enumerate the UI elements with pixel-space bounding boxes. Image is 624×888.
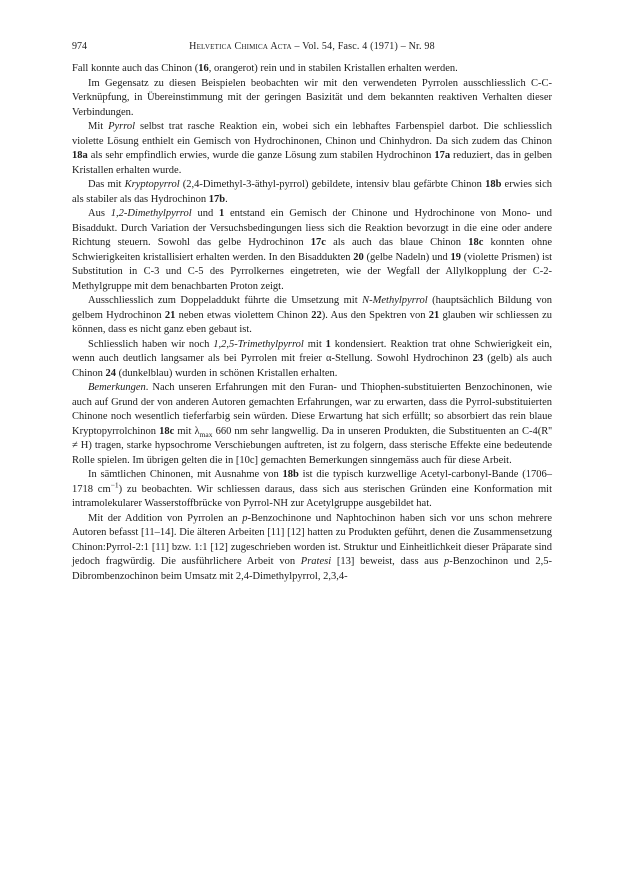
text-run: Schliesslich haben wir noch	[88, 338, 214, 350]
body-text	[72, 62, 552, 584]
text-run: In sämtlichen Chinonen, mit Ausnahme von	[88, 469, 283, 480]
page-number: 974	[72, 41, 87, 52]
compound-number: 21	[164, 309, 176, 321]
compound-number: 21	[428, 309, 440, 321]
italic-text: 1,2,5-Trimethylpyrrol	[213, 338, 304, 350]
text-run: als auch das blaue Chinon	[325, 237, 469, 248]
text-run: Mit	[88, 121, 109, 132]
paragraph	[72, 120, 552, 178]
text-run: Aus	[88, 208, 111, 219]
compound-number: 1	[218, 208, 225, 219]
journal-name: Helvetica Chimica Acta	[189, 41, 292, 52]
text-run: Ausschliesslich zum Doppeladdukt führte die Umsetzung mit	[88, 295, 363, 306]
text-run: .	[225, 193, 228, 205]
italic-text: Pyrrol	[108, 121, 136, 132]
text-run: Fall konnte auch das Chinon (	[72, 63, 199, 74]
journal-issue: – Vol. 54, Fasc. 4 (1971) – Nr. 98	[294, 41, 435, 52]
compound-number: 18c	[159, 425, 175, 437]
text-run: (gelbe Nadeln) und	[363, 251, 451, 263]
compound-number: 16	[198, 63, 209, 74]
compound-number: 17c	[310, 237, 326, 248]
running-header	[72, 40, 552, 54]
text-run: [13] beweist, dass aus	[331, 556, 445, 567]
text-run: Mit der Addition von Pyrrolen an	[88, 512, 243, 524]
compound-number: 22	[311, 309, 322, 321]
text-run: −1	[110, 480, 119, 489]
text-run: . Nach unseren Erfahrungen mit den Furan- und Thiophen-substituierten Benzochinonen, wie auch auf Grund der von anderen Autoren gemachten Erfahrungen, war zu erwarten, dass die Pyrrol-substituierten Chinone noch wesentlich tieferfarbig sein würden. Diese Erwartung hat sich erfüllt; so absorbiert das rein blaue Kryptopyrrolchinon	[72, 382, 552, 437]
paragraph	[72, 77, 552, 121]
compound-number: 18a	[72, 150, 88, 161]
text-run: -Benzochinon und 2,5-Dibrombenzochinon beim Umsatz mit 2,4-Dimethylpyrrol, 2,3,4-	[72, 556, 552, 582]
journal-page	[72, 40, 552, 584]
compound-number: 24	[105, 367, 117, 379]
text-run: konnten ohne Schwierigkeiten kristallisiert erhalten werden. In den Bisaddukten	[72, 237, 552, 263]
text-run: neben etwas violettem Chinon	[175, 309, 312, 321]
compound-number: 17b	[208, 193, 226, 205]
text-run: , orangerot) rein und in stabilen Kristallen erhalten werden.	[208, 63, 458, 74]
text-run: Das mit	[88, 179, 125, 190]
text-run: entstand ein Gemisch der Chinone und Hydrochinone von Mono- und Bisaddukt. Durch Variation der Versuchsbedingungen liess sich die Reaktion bevorzugt in die eine oder andere Richtung steuern. Sowohl das gelbe Hydrochinon	[72, 208, 552, 248]
compound-number: 18c	[468, 237, 484, 248]
paragraph	[72, 207, 552, 294]
text-run: -Benzochinone und Naphtochinon haben sich vor uns schon mehrere Autoren befasst [11–14]. Die älteren Arbeiten [11] [12] hatten zu Produkten geführt, denen die Zusammensetzung Chinon:Pyrrol-2:1 [11] bzw. 1:1 [12] zugeschrieben worden ist. Struktur und Einheitlichkeit dieser Präparate sind jedoch fragwürdig. Die ausführlichere Arbeit von	[72, 512, 552, 567]
paragraph	[72, 294, 552, 338]
compound-number: 19	[450, 251, 461, 263]
compound-number: 20	[353, 251, 364, 263]
text-run: (2,4-Dimethyl-3-äthyl-pyrrol) gebildete, intensiv blau gefärbte Chinon	[179, 179, 486, 190]
text-run: erwies sich als stabiler als das Hydrochinon	[72, 179, 553, 205]
text-run: reduziert, das in gelben Kristallen erhalten wurde.	[72, 150, 552, 176]
paragraph	[72, 512, 552, 585]
compound-number: 18b	[485, 179, 502, 190]
italic-text: Bemerkungen	[88, 382, 146, 393]
italic-text: N-Methylpyrrol	[362, 295, 428, 306]
text-run: (dunkelblau) wurden in schönen Kristallen erhalten.	[116, 367, 338, 379]
compound-number: 23	[472, 353, 484, 364]
italic-text: p	[242, 512, 248, 524]
text-run: selbst trat rasche Reaktion ein, wobei sich ein lebhaftes Farbenspiel darbot. Die schliesslich violette Lösung enthielt ein Gemisch von Hydrochinonen, Chinon und Chinhydron. Da sich zudem das Chinon	[72, 121, 553, 147]
text-run: ) zu beobachten. Wir schliessen daraus, dass sich aus sterischen Gründen eine Konformation mit intramolekularer Wasserstoffbrücke von Pyrrol-NH zur Acetylgruppe ausgebildet hat.	[72, 483, 552, 509]
paragraph	[72, 178, 552, 207]
compound-number: 1	[325, 338, 331, 350]
text-run: (hauptsächlich Bildung von gelbem Hydrochinon	[72, 295, 552, 321]
paragraph	[72, 468, 552, 512]
italic-text: 1,2-Dimethylpyrrol	[110, 208, 192, 219]
text-run: Im Gegensatz zu diesen Beispielen beobachten wir mit den verwendeten Pyrrolen ausschliesslich C-C-Verknüpfung, in Übereinstimmung mit der geringen Basizität und dem bekannten reaktiven Verhalten dieser Verbindungen.	[72, 77, 552, 118]
italic-text: Pratesi	[300, 556, 332, 567]
text-run: kondensiert. Reaktion trat ohne Schwierigkeit ein, wenn auch deutlich langsamer als bei Pyrrolen mit freier α-Stellung. Sowohl Hydrochinon	[72, 338, 552, 364]
text-run: als sehr empfindlich erwies, wurde die ganze Lösung zum stabilen Hydrochinon	[87, 150, 435, 161]
italic-text: p	[444, 556, 450, 567]
text-run: ). Aus den Spektren von	[321, 309, 429, 321]
text-run: ist die typisch kurzwellige Acetyl-carbonyl-Bande (1706–1718 cm	[72, 469, 552, 495]
text-run: max	[199, 429, 213, 439]
text-run: (gelb) als auch Chinon	[72, 353, 552, 379]
running-title	[72, 40, 552, 55]
text-run: mit	[303, 338, 326, 350]
paragraph	[72, 62, 552, 77]
text-run: mit λ	[174, 425, 200, 437]
compound-number: 17a	[434, 150, 451, 161]
paragraph	[72, 381, 552, 468]
text-run: und	[191, 208, 219, 219]
italic-text: Kryptopyrrol	[124, 179, 180, 190]
text-run: 660 nm sehr langwellig. Da in unseren Produkten, die Substituenten an C-4(R'' ≠ H) tragen, starke hypsochrome Verschiebungen auftreten, ist zu folgern, dass sterische Effekte eine bedeutende Rolle spielen. Im übrigen gelten die in [10c] gemachten Bemerkungen sinngemäss auch für diese Arbeit.	[72, 425, 552, 466]
paragraph	[72, 338, 552, 382]
compound-number: 18b	[282, 469, 299, 480]
text-run: glauben wir schliessen zu können, dass es nicht ganz eben gebaut ist.	[72, 309, 553, 335]
text-run: (violette Prismen) ist Substitution in C-3 und C-5 des Pyrrolkernes eingetreten, wie der Wegfall der Allylkopplung der C-2-Methylgruppe mit dem benachbarten Proton zeigt.	[72, 251, 552, 292]
